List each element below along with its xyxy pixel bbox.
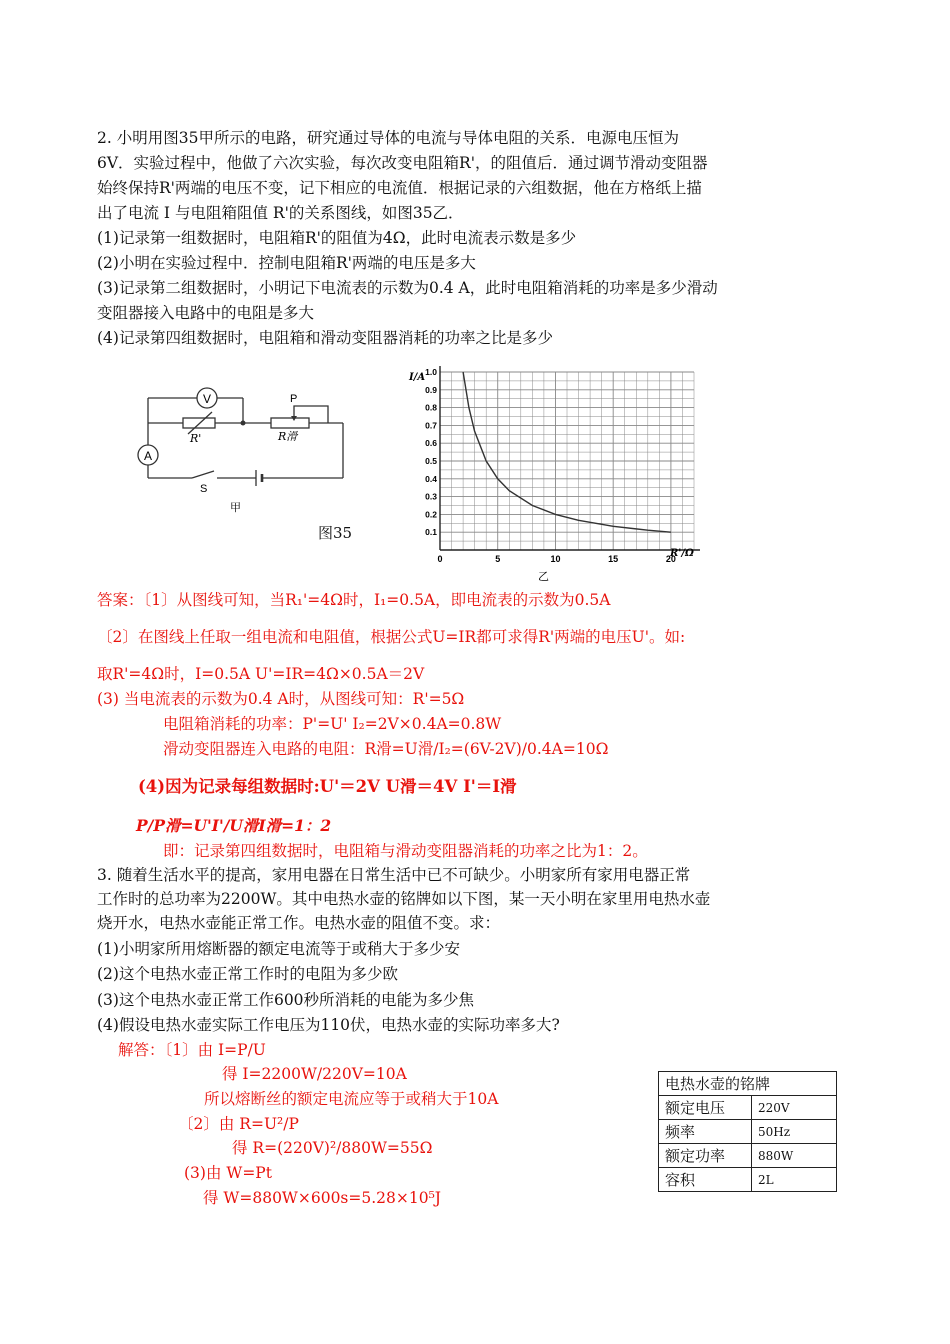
answer-q3-step: 解答：〔1〕由 I=P/U: [118, 1041, 266, 1059]
graph-label: 乙: [538, 570, 549, 583]
answer-q2-part4-ratio: P/P滑=U'I'/U滑I滑=1：2: [136, 816, 332, 835]
nameplate-key: 额定功率: [659, 1144, 752, 1168]
nameplate-title-row: [659, 1072, 837, 1096]
y-axis-label: I/A: [409, 372, 426, 383]
nameplate-row: [659, 1168, 837, 1192]
q3-line: 工作时的总功率为2200W。其中电热水壶的铭牌如以下图，某一天小明在家里用电热水壶: [97, 890, 711, 908]
nameplate-value: 2L: [752, 1168, 837, 1192]
q2-line: (1)记录第一组数据时，电阻箱R'的阻值为4Ω，此时电流表示数是多少: [97, 229, 577, 247]
q2-line: 6V．实验过程中，他做了六次实验，每次改变电阻箱R'，的阻值后．通过调节滑动变阻器: [97, 154, 708, 172]
q3-line: (4)假设电热水壶实际工作电压为110伏，电热水壶的实际功率多大?: [97, 1016, 560, 1034]
answer-q3-step: 〔2〕由 R=U²/P: [178, 1115, 299, 1133]
q2-line: 始终保持R'两端的电压不变，记下相应的电流值．根据记录的六组数据，他在方格纸上描: [97, 179, 702, 197]
answer-q3-step: 所以熔断丝的额定电流应等于或稍大于10A: [204, 1090, 499, 1108]
q2-line: (4)记录第四组数据时，电阻箱和滑动变阻器消耗的功率之比是多少: [97, 329, 553, 347]
q3-line: 烧开水，电热水壶能正常工作。电热水壶的阻值不变。求：: [97, 914, 501, 932]
q3-line: 3. 随着生活水平的提高，家用电器在日常生活中已不可缺少。小明家所有家用电器正常: [97, 866, 691, 884]
answer-q2-part3: (3) 当电流表的示数为0.4 A时，从图线可知：R'=5Ω: [97, 690, 465, 708]
y-tick-label: 1.0: [425, 367, 437, 377]
q3-line: (1)小明家所用熔断器的额定电流等于或稍大于多少安: [97, 940, 460, 958]
y-tick-label: 0.8: [425, 402, 437, 413]
nameplate-key: 额定电压: [659, 1096, 752, 1120]
answer-q2-part1: 答案：〔1〕从图线可知，当R₁'=4Ω时，I₁=0.5A，即电流表的示数为0.5A: [97, 591, 611, 609]
x-tick-label: 0: [437, 554, 443, 564]
answer-q2-part2: 〔2〕在图线上任取一组电流和电阻值，根据公式U=IR都可求得R'两端的电压U'。如:: [97, 628, 686, 646]
q2-line: 2. 小明用图35甲所示的电路，研究通过导体的电流与导体电阻的关系．电源电压恒为: [97, 129, 679, 147]
q2-line: 出了电流 I 与电阻箱阻值 R'的关系图线，如图35乙．: [97, 204, 464, 222]
y-tick-label: 0.2: [425, 509, 437, 520]
q3-line: (3)这个电热水壶正常工作600秒所消耗的电能为多少焦: [97, 991, 475, 1009]
y-tick-label: 0.7: [425, 420, 437, 431]
y-tick-label: 0.5: [425, 456, 437, 466]
voltmeter-label: V: [202, 392, 212, 406]
y-tick-label: 0.3: [425, 491, 437, 502]
answer-q3-step: (3)由 W=Pt: [184, 1164, 272, 1182]
nameplate-key: 容积: [659, 1168, 752, 1192]
q2-line: (3)记录第二组数据时，小明记下电流表的示数为0.4 A，此时电阻箱消耗的功率是多少滑动: [97, 279, 718, 297]
x-tick-label: 15: [608, 554, 619, 564]
kettle-nameplate-table: [658, 1071, 837, 1192]
x-tick-label: 20: [665, 554, 676, 564]
nameplate-row: [659, 1144, 837, 1168]
circuit-label: 甲: [230, 501, 241, 514]
answer-q3-step: 得 W=880W×600s=5.28×10⁵J: [203, 1189, 442, 1207]
r-box-label: R': [190, 432, 202, 445]
nameplate-key: 频率: [659, 1120, 752, 1144]
q3-line: (2)这个电热水壶正常工作时的电阻为多少欧: [97, 965, 398, 983]
answer-q3-step: 得 R=(220V)²/880W=55Ω: [232, 1139, 433, 1157]
q2-line: 变阻器接入电路中的电阻是多大: [97, 304, 315, 322]
r-slide-label: R滑: [278, 430, 298, 443]
y-tick-label: 0.6: [425, 438, 437, 449]
nameplate-value: 880W: [752, 1144, 837, 1168]
q2-line: (2)小明在实验过程中．控制电阻箱R'两端的电压是多大: [97, 254, 476, 272]
nameplate-row: [659, 1120, 837, 1144]
nameplate-title: 电热水壶的铭牌: [659, 1072, 837, 1096]
current-resistance-graph: [404, 360, 724, 585]
slider-p-label: P: [290, 393, 298, 405]
y-tick-label: 0.4: [425, 473, 437, 484]
answer-q2-part4: (4)因为记录每组数据时:U'＝2V U滑＝4V I'＝I滑: [138, 777, 517, 796]
answer-q2-part2-calc: 取R'=4Ω时，I=0.5A U'=IR=4Ω×0.5A＝2V: [97, 665, 425, 683]
x-axis-label: R'/Ω: [670, 548, 694, 559]
nameplate-value: 50Hz: [752, 1120, 837, 1144]
y-tick-label: 0.1: [425, 527, 437, 538]
junction-dot: [241, 421, 246, 426]
circuit-diagram: [128, 378, 358, 518]
x-tick-label: 10: [550, 554, 561, 564]
ammeter-label: A: [143, 449, 153, 463]
nameplate-value: 220V: [752, 1096, 837, 1120]
answer-q2-part4-conclusion: 即：记录第四组数据时，电阻箱与滑动变阻器消耗的功率之比为1：2。: [163, 842, 648, 860]
figure-caption: 图35: [318, 524, 353, 542]
answer-q2-part3-power: 电阻箱消耗的功率：P'=U' I₂=2V×0.4A=0.8W: [163, 715, 502, 733]
x-tick-label: 5: [495, 554, 501, 564]
answer-q3-step: 得 I=2200W/220V=10A: [222, 1065, 407, 1083]
switch-label: S: [200, 483, 208, 495]
y-tick-label: 0.9: [425, 384, 437, 395]
answer-q2-part3-resistance: 滑动变阻器连入电路的电阻：R滑=U滑/I₂=(6V-2V)/0.4A=10Ω: [163, 740, 609, 758]
nameplate-row: [659, 1096, 837, 1120]
